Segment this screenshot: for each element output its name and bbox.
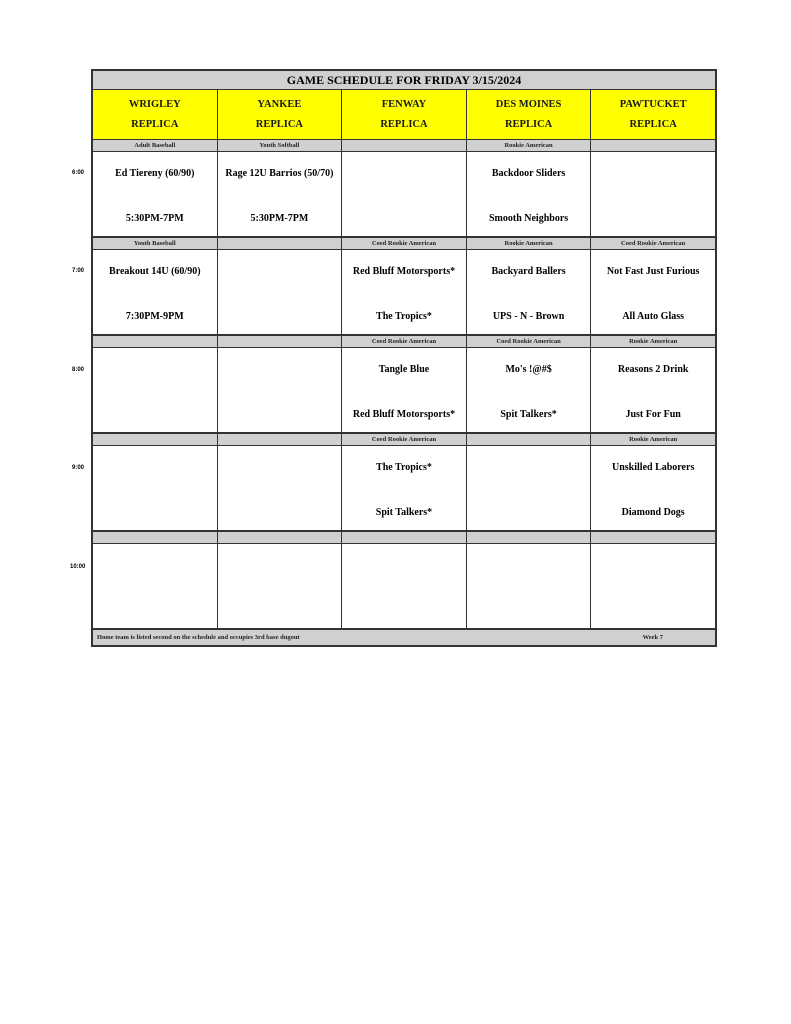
field-header-pawtucket (591, 90, 715, 139)
home-team: 5:30PM-7PM (250, 213, 309, 224)
footer-note: Home team is listed second on the schedule and occupies 3rd base dugout (97, 634, 300, 641)
time-label: 7:00 (72, 268, 85, 274)
away-team: Tangle Blue (378, 364, 430, 375)
field-name: WRIGLEY (128, 98, 181, 110)
home-team: Spit Talkers* (500, 409, 557, 420)
game-cell (467, 250, 592, 334)
game-cell (591, 348, 715, 432)
division-row (93, 336, 715, 348)
game-cell (218, 250, 343, 334)
division-label: Adult Baseball (93, 140, 218, 151)
away-team: Backdoor Sliders (491, 168, 566, 179)
division-label (467, 532, 592, 543)
division-row (93, 532, 715, 544)
away-team: Red Bluff Motorsports* (352, 266, 456, 277)
away-team: Breakout 14U (60/90) (109, 266, 201, 277)
home-team: Smooth Neighbors (488, 213, 569, 224)
field-subtitle: REPLICA (629, 119, 677, 131)
field-header-fenway (342, 90, 467, 139)
division-label (218, 238, 343, 249)
field-name: FENWAY (381, 98, 427, 110)
division-label: Coed Rookie American (621, 240, 686, 247)
field-name: YANKEE (257, 98, 302, 110)
division-label (591, 532, 715, 543)
field-header-yankee (218, 90, 343, 139)
game-cell (591, 544, 715, 628)
division-label: Rookie American (467, 140, 592, 151)
game-cell (93, 446, 218, 530)
field-name: PAWTUCKET (619, 98, 687, 110)
home-team: UPS - N - Brown (492, 311, 565, 322)
division-row (93, 140, 715, 152)
game-cell (93, 544, 218, 628)
game-cell (467, 348, 592, 432)
field-subtitle: REPLICA (504, 119, 553, 131)
home-team: 7:30PM-9PM (125, 311, 184, 322)
away-team: Not Fast Just Furious (606, 266, 700, 277)
home-team: 5:30PM-7PM (125, 213, 184, 224)
division-label (342, 140, 467, 151)
week-label: Week 7 (642, 634, 663, 641)
time-label: 9:00 (72, 465, 85, 471)
division-label (218, 532, 343, 543)
game-cell (342, 348, 467, 432)
division-label (93, 336, 218, 347)
division-label (342, 532, 467, 543)
division-label: Coed Rookie American (342, 238, 467, 249)
away-team: Reasons 2 Drink (617, 364, 689, 375)
field-header-des-moines (467, 90, 592, 139)
division-label: Rookie American (629, 338, 678, 345)
division-label (218, 336, 343, 347)
game-cell (342, 446, 467, 530)
game-cell (93, 348, 218, 432)
division-label (93, 532, 218, 543)
field-name: DES MOINES (495, 98, 562, 110)
game-cell (591, 152, 715, 236)
division-label: Coed Rookie American (342, 336, 467, 347)
game-cell (342, 544, 467, 628)
schedule-table (91, 69, 717, 647)
division-label: Coed Rookie American (467, 336, 592, 347)
game-cell (218, 152, 343, 236)
game-cell (218, 348, 343, 432)
field-subtitle: REPLICA (380, 119, 428, 131)
division-label (218, 434, 343, 445)
home-team: Just For Fun (625, 409, 681, 420)
division-label: Youth Baseball (93, 238, 218, 249)
away-team: Ed Tiereny (60/90) (115, 168, 195, 179)
division-label (93, 434, 218, 445)
time-label: 8:00 (72, 366, 85, 373)
time-label: 6:00 (72, 169, 85, 176)
game-cell (342, 152, 467, 236)
division-label: Rookie American (629, 436, 678, 443)
time-label: 10:00 (70, 563, 86, 570)
away-team: Rage 12U Barrios (50/70) (225, 168, 334, 179)
division-row (93, 238, 715, 250)
division-label: Rookie American (467, 238, 592, 249)
away-team: Mo's !@#$ (505, 364, 552, 375)
away-team: Unskilled Laborers (612, 462, 695, 473)
home-team: The Tropics* (376, 311, 432, 322)
field-header-row (93, 90, 715, 140)
game-cell (467, 544, 592, 628)
game-slot-row (93, 348, 715, 434)
division-label: Coed Rookie American (342, 434, 467, 445)
game-slot-row (93, 250, 715, 336)
game-cell (218, 446, 343, 530)
home-team: Diamond Dogs (621, 507, 685, 518)
division-label (591, 140, 715, 151)
game-cell (342, 250, 467, 334)
game-cell (467, 152, 592, 236)
game-cell (591, 446, 715, 530)
time-slots (93, 140, 715, 630)
game-slot-row (93, 544, 715, 630)
division-row (93, 434, 715, 446)
away-team: Backyard Ballers (491, 266, 566, 277)
game-slot-row (93, 152, 715, 238)
game-cell (467, 446, 592, 530)
home-team: Spit Talkers* (375, 507, 433, 518)
schedule-title: GAME SCHEDULE FOR FRIDAY 3/15/2024 (93, 71, 715, 90)
game-slot-row (93, 446, 715, 532)
game-cell (218, 544, 343, 628)
field-header-wrigley (93, 90, 218, 139)
away-team: The Tropics* (376, 462, 432, 473)
division-label (467, 434, 592, 445)
division-label: Youth Softball (218, 140, 343, 151)
field-subtitle: REPLICA (131, 119, 179, 131)
game-cell (93, 152, 218, 236)
game-cell (93, 250, 218, 334)
game-cell (591, 250, 715, 334)
schedule-footer (93, 630, 715, 645)
home-team: All Auto Glass (622, 311, 685, 322)
home-team: Red Bluff Motorsports* (352, 409, 456, 420)
field-subtitle: REPLICA (255, 119, 304, 131)
